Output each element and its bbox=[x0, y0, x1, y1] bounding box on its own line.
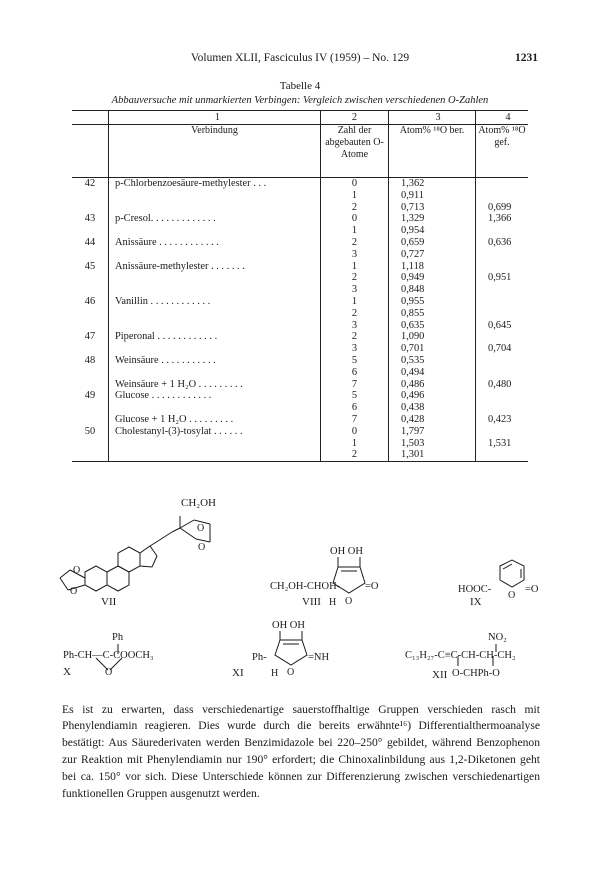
removed-o-count: 3 bbox=[321, 343, 389, 355]
table-row bbox=[72, 272, 528, 284]
compound-name bbox=[109, 225, 321, 237]
compound-name: Anissäure-methylester . . . . . . . bbox=[109, 261, 321, 273]
atom-percent-ber: 1,329 bbox=[389, 213, 476, 225]
atom-percent-ber: 0,428 bbox=[389, 414, 476, 426]
removed-o-count: 2 bbox=[321, 202, 389, 214]
journal-line: Volumen XLII, Fasciculus IV (1959) – No. 129 bbox=[190, 52, 410, 64]
atom-percent-ber: 1,301 bbox=[389, 449, 476, 461]
compound-name bbox=[109, 449, 321, 461]
table-row bbox=[72, 202, 528, 214]
table-row bbox=[72, 213, 528, 225]
compound-name bbox=[109, 343, 321, 355]
vii-o-upper: O bbox=[197, 523, 205, 534]
row-number: 43 bbox=[72, 213, 109, 225]
compound-name: Cholestanyl-(3)-tosylat . . . . . . bbox=[109, 426, 321, 438]
table-row bbox=[72, 225, 528, 237]
table-row bbox=[72, 320, 528, 332]
row-number bbox=[72, 402, 109, 414]
row-number bbox=[72, 249, 109, 261]
removed-o-count: 5 bbox=[321, 355, 389, 367]
atom-percent-ber: 0,911 bbox=[389, 190, 476, 202]
compound-name bbox=[109, 308, 321, 320]
atom-percent-ber: 0,954 bbox=[389, 225, 476, 237]
xi-h: H bbox=[271, 668, 279, 679]
atom-percent-gef: 0,645 bbox=[488, 319, 512, 331]
compound-name bbox=[109, 249, 321, 261]
x-chain: Ph-CH—C-COOCH₃ bbox=[63, 650, 154, 661]
header-compound: Verbindung bbox=[109, 125, 321, 178]
removed-o-count: 1 bbox=[321, 261, 389, 273]
removed-o-count: 6 bbox=[321, 367, 389, 379]
compound-name: Weinsäure + 1 H₂O . . . . . . . . . bbox=[109, 379, 321, 391]
atom-percent-gef bbox=[476, 331, 529, 343]
compound-name: Vanillin . . . . . . . . . . . . bbox=[109, 296, 321, 308]
atom-percent-ber: 0,701 bbox=[389, 343, 476, 355]
atom-percent-ber: 0,494 bbox=[389, 367, 476, 379]
row-number bbox=[72, 343, 109, 355]
compound-name bbox=[109, 367, 321, 379]
removed-o-count: 1 bbox=[321, 190, 389, 202]
compound-name: p-Chlorbenzoesäure-methylester . . . bbox=[109, 178, 321, 190]
row-number bbox=[72, 367, 109, 379]
ix-ring-o: O bbox=[508, 590, 516, 601]
column-header-row bbox=[72, 125, 528, 178]
table-row bbox=[72, 355, 528, 367]
row-number: 45 bbox=[72, 261, 109, 273]
atom-percent-gef: 0,480 bbox=[488, 378, 512, 390]
atom-percent-ber: 0,486 bbox=[389, 379, 476, 391]
body-paragraph: Es ist zu erwarten, dass verschiedenartige sauerstoffhaltige Gruppen verschieden rasch mit Phenylendiamin reagieren. Dies wurde durch die bereits erwähnte¹⁶) Differentialthermoanalyse bestätigt: Aus Säurederivaten werden Benzimidazole bei 220–250° gebildet, während Benzophenon zur Reaktion mit Phenylendiamin nur 190° erfordert; die Chinoxalinbildung aus 1,2-Diketonen geht bei ca. 150° vor sich. Diese Unterschiede können zur Differenzierung zwischen verschiedenartigen funktionellen Gruppen ausgenutzt werden. bbox=[62, 702, 540, 800]
atom-percent-ber: 0,848 bbox=[389, 284, 476, 296]
atom-percent-gef bbox=[476, 308, 529, 320]
removed-o-count: 2 bbox=[321, 449, 389, 461]
removed-o-count: 5 bbox=[321, 390, 389, 402]
compound-name bbox=[109, 438, 321, 450]
row-number: 47 bbox=[72, 331, 109, 343]
atom-percent-gef bbox=[476, 249, 529, 261]
atom-percent-ber: 0,635 bbox=[389, 320, 476, 332]
compound-name bbox=[109, 284, 321, 296]
row-number bbox=[72, 284, 109, 296]
table-row bbox=[72, 426, 528, 438]
row-number bbox=[72, 308, 109, 320]
page-number: 1231 bbox=[515, 52, 538, 64]
table-row bbox=[72, 178, 528, 190]
viii-ring-o: O bbox=[345, 596, 353, 607]
removed-o-count: 7 bbox=[321, 379, 389, 391]
column-number-row bbox=[72, 111, 528, 125]
xii-acetal: O-CHPh-O bbox=[452, 668, 500, 679]
xi-label: XI bbox=[232, 667, 244, 679]
vii-ch2oh: CH₂OH bbox=[181, 497, 217, 509]
table-row bbox=[72, 308, 528, 320]
row-number bbox=[72, 379, 109, 391]
atom-percent-gef bbox=[476, 190, 529, 202]
table-row bbox=[72, 261, 528, 273]
atom-percent-ber: 1,797 bbox=[389, 426, 476, 438]
compound-name bbox=[109, 402, 321, 414]
xii-no2: NO₂ bbox=[488, 632, 507, 643]
compound-name: Weinsäure . . . . . . . . . . . bbox=[109, 355, 321, 367]
xii-chain: C₁₃H₂₇-C≡C-CH-CH-CH₂ bbox=[405, 650, 516, 661]
table-row bbox=[72, 379, 528, 391]
removed-o-count: 3 bbox=[321, 249, 389, 261]
atom-percent-ber: 0,855 bbox=[389, 308, 476, 320]
x-ph: Ph bbox=[112, 632, 124, 643]
ix-label: IX bbox=[470, 596, 482, 608]
row-number: 49 bbox=[72, 390, 109, 402]
compound-name: Glucose . . . . . . . . . . . . bbox=[109, 390, 321, 402]
row-number: 44 bbox=[72, 237, 109, 249]
atom-percent-ber: 1,090 bbox=[389, 331, 476, 343]
row-number bbox=[72, 414, 109, 426]
compound-name bbox=[109, 190, 321, 202]
atom-percent-gef: 1,531 bbox=[488, 437, 512, 449]
atom-percent-ber: 0,955 bbox=[389, 296, 476, 308]
ix-carbonyl: =O bbox=[525, 584, 539, 595]
vii-label: VII bbox=[101, 596, 117, 608]
removed-o-count: 2 bbox=[321, 237, 389, 249]
table-row bbox=[72, 249, 528, 261]
compound-name bbox=[109, 320, 321, 332]
row-number bbox=[72, 272, 109, 284]
atom-percent-ber: 1,118 bbox=[389, 261, 476, 273]
vii-o-ketal-2: O bbox=[70, 586, 78, 597]
col-number-2: 2 bbox=[321, 111, 389, 125]
row-number: 42 bbox=[72, 178, 109, 190]
atom-percent-ber: 0,659 bbox=[389, 237, 476, 249]
header-gef: Atom% ¹⁸O gef. bbox=[476, 125, 529, 178]
compound-name: Anissäure . . . . . . . . . . . . bbox=[109, 237, 321, 249]
xi-imine: =NH bbox=[308, 652, 330, 663]
row-number: 50 bbox=[72, 426, 109, 438]
removed-o-count: 1 bbox=[321, 438, 389, 450]
table-row bbox=[72, 367, 528, 379]
chemical-structures bbox=[0, 494, 600, 686]
atom-percent-gef: 0,951 bbox=[488, 272, 512, 284]
xii-label: XII bbox=[432, 669, 448, 681]
table-row bbox=[72, 390, 528, 402]
atom-percent-gef bbox=[476, 178, 529, 190]
table-row bbox=[72, 296, 528, 308]
removed-o-count: 1 bbox=[321, 225, 389, 237]
col-number-3: 3 bbox=[389, 111, 476, 125]
row-number: 46 bbox=[72, 296, 109, 308]
atom-percent-gef: 0,423 bbox=[488, 413, 512, 425]
header-removed: Zahl der abgebauten O-Atome bbox=[321, 125, 389, 178]
table-subtitle: Abbauversuche mit unmarkierten Verbingen: Vergleich zwischen verschiedenen O-Zahlen bbox=[111, 95, 489, 106]
atom-percent-gef bbox=[476, 367, 529, 379]
atom-percent-gef bbox=[476, 426, 529, 438]
row-number: 48 bbox=[72, 355, 109, 367]
table-row bbox=[72, 343, 528, 355]
row-number bbox=[72, 320, 109, 332]
removed-o-count: 7 bbox=[321, 414, 389, 426]
viii-chain: CH₂OH-CHOH- bbox=[270, 581, 341, 592]
atom-percent-gef: 0,636 bbox=[488, 236, 512, 248]
atom-percent-ber: 0,713 bbox=[389, 202, 476, 214]
atom-percent-ber: 0,535 bbox=[389, 355, 476, 367]
table-row bbox=[72, 402, 528, 414]
table-row bbox=[72, 237, 528, 249]
removed-o-count: 1 bbox=[321, 296, 389, 308]
row-number bbox=[72, 438, 109, 450]
table-row bbox=[72, 284, 528, 296]
ix-hooc: HOOC- bbox=[458, 584, 492, 595]
removed-o-count: 6 bbox=[321, 402, 389, 414]
row-number bbox=[72, 225, 109, 237]
table-row bbox=[72, 331, 528, 343]
atom-percent-gef bbox=[476, 225, 529, 237]
atom-percent-gef: 0,704 bbox=[488, 343, 512, 355]
atom-percent-ber: 0,727 bbox=[389, 249, 476, 261]
atom-percent-gef: 1,366 bbox=[488, 213, 512, 225]
viii-h: H bbox=[329, 597, 337, 608]
col-number-1: 1 bbox=[109, 111, 321, 125]
xi-ph: Ph- bbox=[252, 652, 267, 663]
table-row bbox=[72, 190, 528, 202]
xi-ring-o: O bbox=[287, 667, 295, 678]
atom-percent-gef: 0,699 bbox=[488, 201, 512, 213]
removed-o-count: 2 bbox=[321, 308, 389, 320]
compound-name bbox=[109, 202, 321, 214]
atom-percent-ber: 1,503 bbox=[389, 438, 476, 450]
x-label: X bbox=[63, 666, 71, 678]
table-caption: Tabelle 4 bbox=[279, 80, 321, 92]
atom-percent-ber: 0,438 bbox=[389, 402, 476, 414]
vii-o-ketal-1: O bbox=[73, 565, 81, 576]
atom-percent-ber: 0,949 bbox=[389, 272, 476, 284]
atom-percent-gef bbox=[476, 390, 529, 402]
table-row bbox=[72, 414, 528, 426]
removed-o-count: 2 bbox=[321, 331, 389, 343]
col-number-4: 4 bbox=[476, 111, 529, 125]
xi-oh-oh: OH OH bbox=[272, 620, 305, 631]
compound-name: Glucose + 1 H₂O . . . . . . . . . bbox=[109, 414, 321, 426]
header-ber: Atom% ¹⁸O ber. bbox=[389, 125, 476, 178]
atom-percent-gef bbox=[476, 284, 529, 296]
removed-o-count: 0 bbox=[321, 426, 389, 438]
compound-name: p-Cresol. . . . . . . . . . . . . bbox=[109, 213, 321, 225]
viii-label: VIII bbox=[302, 596, 321, 608]
atom-percent-ber: 0,496 bbox=[389, 390, 476, 402]
atom-percent-gef bbox=[476, 449, 529, 461]
viii-carbonyl: =O bbox=[365, 581, 379, 592]
removed-o-count: 0 bbox=[321, 178, 389, 190]
atom-percent-gef bbox=[476, 261, 529, 273]
data-table bbox=[72, 110, 528, 462]
atom-percent-gef bbox=[476, 296, 529, 308]
removed-o-count: 2 bbox=[321, 272, 389, 284]
vii-o-lower: O bbox=[198, 542, 206, 553]
row-number bbox=[72, 449, 109, 461]
atom-percent-gef bbox=[476, 355, 529, 367]
removed-o-count: 0 bbox=[321, 213, 389, 225]
removed-o-count: 3 bbox=[321, 320, 389, 332]
atom-percent-gef bbox=[476, 402, 529, 414]
compound-name bbox=[109, 272, 321, 284]
atom-percent-ber: 1,362 bbox=[389, 178, 476, 190]
table-row bbox=[72, 449, 528, 461]
x-epoxide-o: O bbox=[105, 667, 113, 678]
row-number bbox=[72, 190, 109, 202]
viii-oh-oh: OH OH bbox=[330, 546, 363, 557]
table-row bbox=[72, 438, 528, 450]
row-number bbox=[72, 202, 109, 214]
removed-o-count: 3 bbox=[321, 284, 389, 296]
compound-name: Piperonal . . . . . . . . . . . . bbox=[109, 331, 321, 343]
